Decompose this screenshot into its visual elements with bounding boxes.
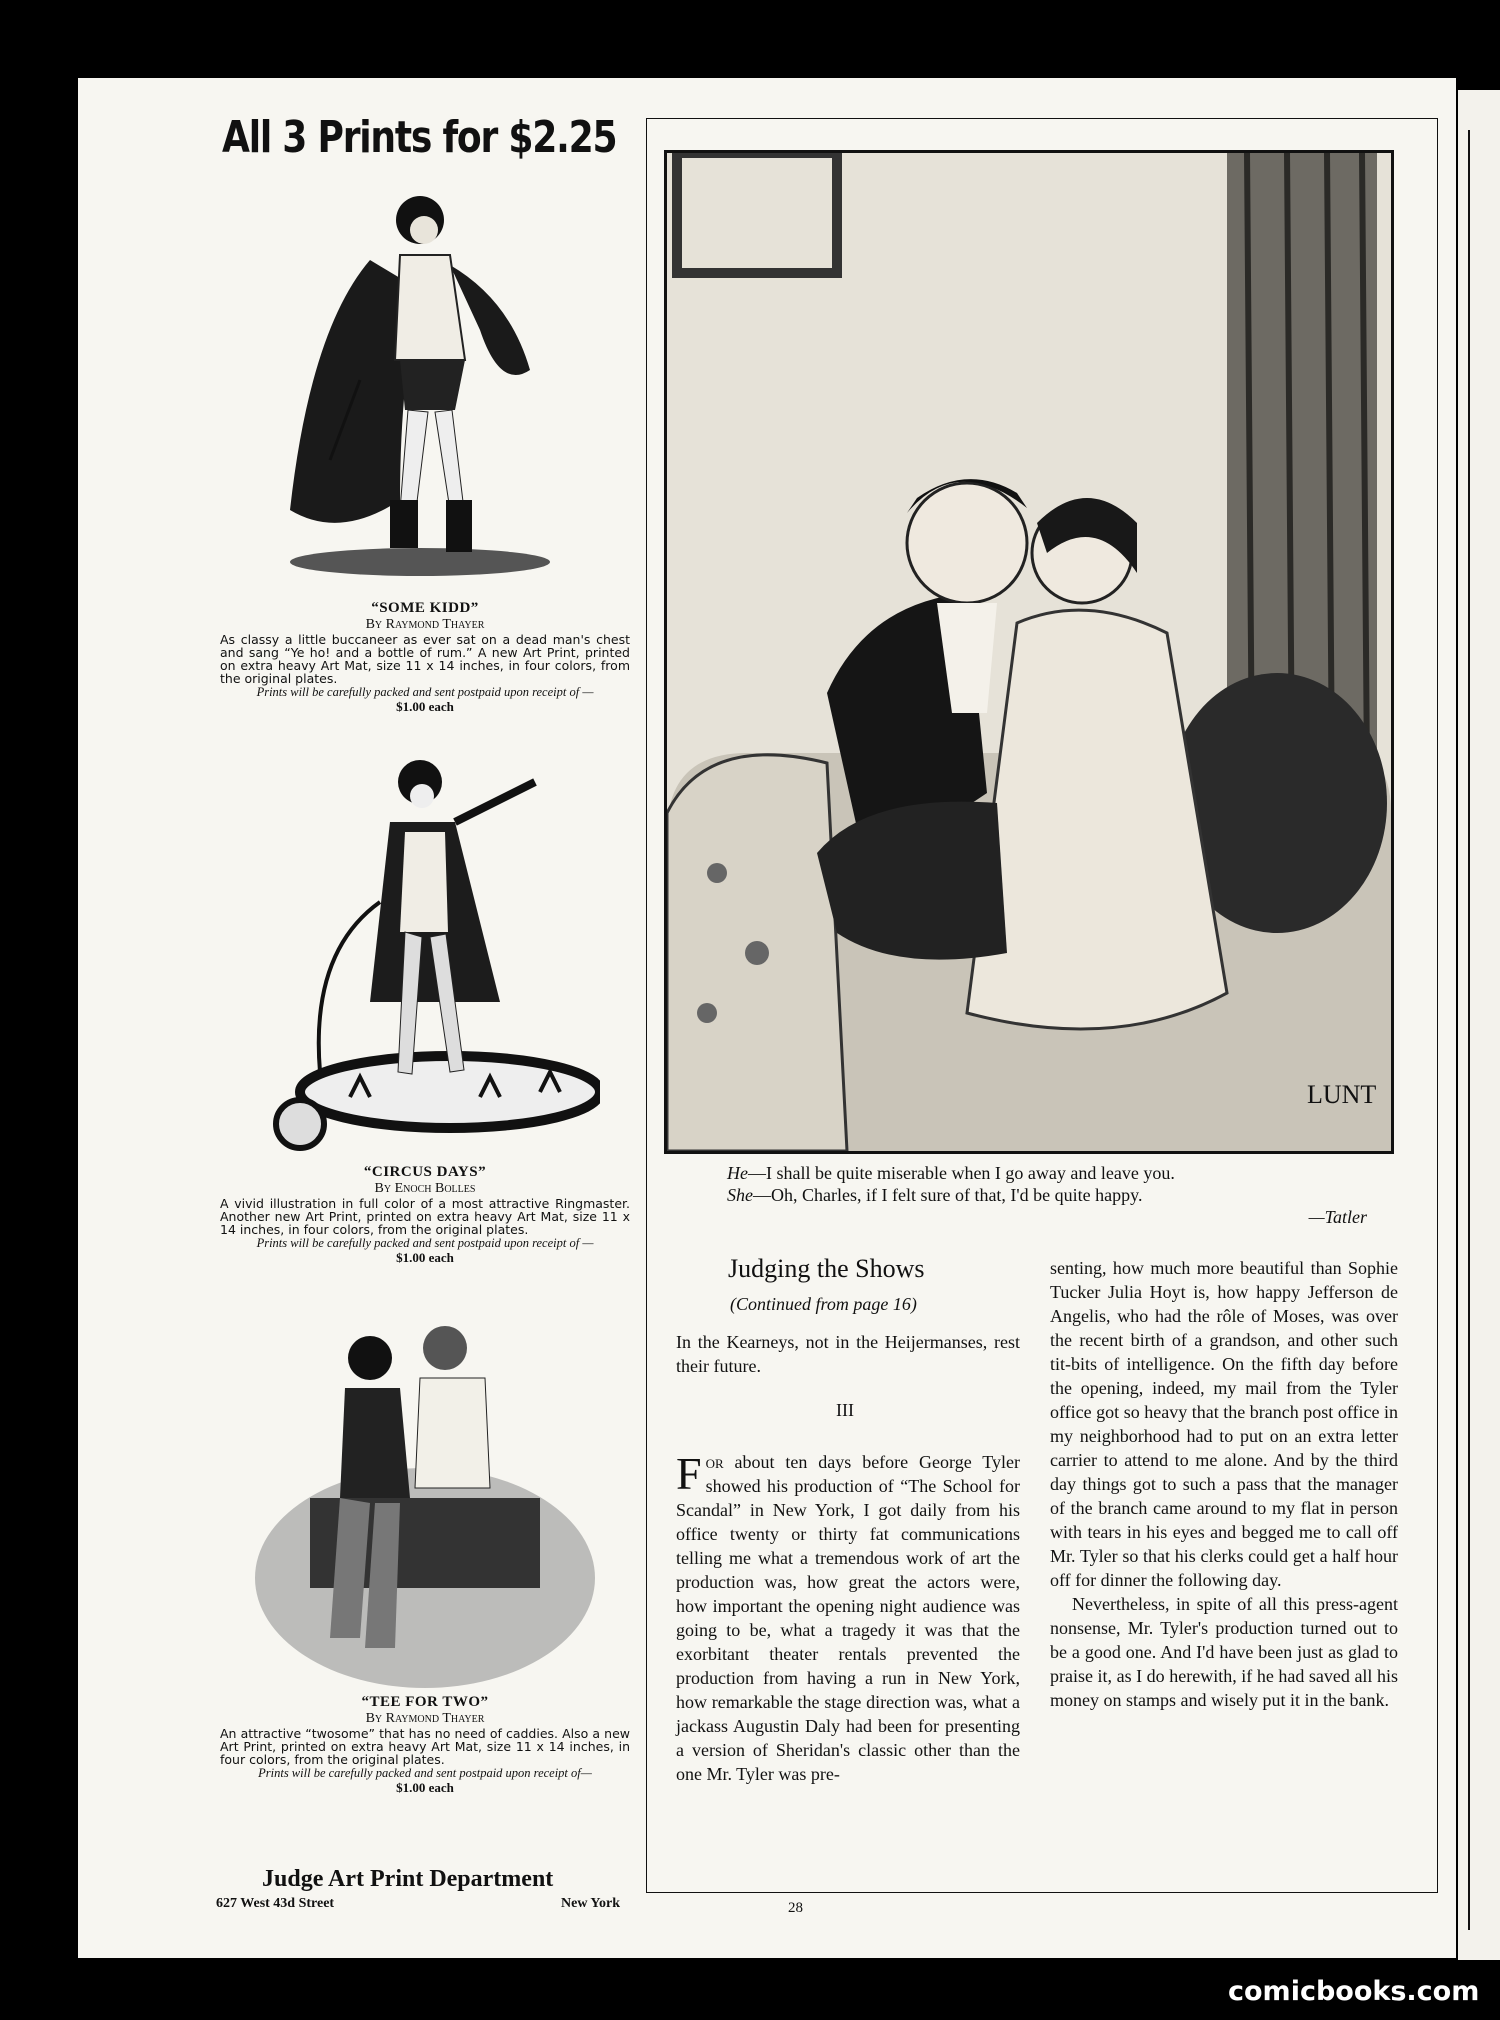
cartoon-illustration [664,150,1394,1154]
caption-line-he [727,1162,1367,1184]
caption-source: —Tatler [1308,1207,1367,1227]
print-3-author: By Raymond Thayer [365,1711,485,1726]
caption-he-speaker: He [727,1163,748,1183]
article-paragraph-3: Nevertheless, in spite of all this press-agent nonsense, Mr. Tyler's production turned out to be a good one. And I'd have been just as glad to praise it, as I do herewith, if he had saved all his money on stamps and wisely put it in the bank. [1050,1594,1398,1710]
print-1-description: As classy a little buccaneer as ever sat on a dead man's chest and sang “Ye ho! and a bottle of rum.” A new Art Print, printed on extra heavy Art Mat, size 11 x 14 inches, in four colors, from the original plates. [220,632,630,686]
print-1-title: “SOME KIDD” [371,600,479,616]
print-1-price: $1.00 each [396,699,454,714]
print-3-shipping: Prints will be carefully packed and sent postpaid upon receipt of— [258,1766,592,1780]
print-2-title: “CIRCUS DAYS” [363,1164,487,1180]
caption-he-text: —I shall be quite miserable when I go away and leave you. [748,1163,1175,1183]
article-paragraph-2: senting, how much more beautiful than Sophie Tucker Julia Hoyt is, how happy Jefferson de Angelis, who had the rôle of Moses, was over the recent birth of a grandson, and other such tit-bits of intelligence. On the fifth day before the opening, indeed, my mail from the Tyler office got so heavy that the branch post office in my neighborhood had to put on an extra letter carrier to attend to me alone. And by the third day things got to such a pass that the manager of the branch came around to my flat in person with tears in his eyes and begged me to call off Mr. Tyler so that his clerks could get a half hour off for dinner the following day. [1050,1258,1398,1590]
article-column-2 [1050,1256,1398,1712]
print-1-text [220,600,630,715]
print-2-price: $1.00 each [396,1250,454,1265]
page-number: 28 [788,1900,803,1916]
article-paragraph-1: about ten days before George Tyler showed his production of “The School for Scandal” in New York, I got daily from his office twenty or thirty fat communications telling me what a tremendous work of art the production was, how great the actors were, how important the opening night audience was going to be, what a tragedy it was that the exorbitant theater rentals prevented the production from having a run in New York, how remarkable the stage direction was, what a jackass Augustin Daly had been for presenting a version of Sheridan's classic other than the one Mr. Tyler was pre- [676,1452,1020,1784]
article-section-number: III [836,1400,854,1420]
circus-days-illustration [250,752,600,1164]
department-name: Judge Art Print Department [262,1866,554,1892]
article-opening-smallcaps: or [705,1452,724,1472]
caption-she-text: —Oh, Charles, if I felt sure of that, I'd be quite happy. [753,1185,1143,1205]
ad-headline: All 3 Prints for $2.25 [222,112,617,163]
department-address-line [216,1896,620,1912]
print-2-description: A vivid illustration in full color of a most attractive Ringmaster. Another new Art Print, printed on extra heavy Art Mat, size 11 x 14 inches, in four colors, from the original plates. [220,1196,630,1237]
print-2-author: By Enoch Bolles [374,1181,476,1196]
article-title: Judging the Shows [728,1254,925,1283]
some-kidd-illustration [250,180,600,580]
print-3-price: $1.00 each [396,1780,454,1795]
print-3-description: An attractive “twosome” that has no need of caddies. Also a new Art Print, printed on extra heavy Art Mat, size 11 x 14 inches, in four colors, from the original plates. [220,1726,630,1767]
article-column-1 [676,1450,1020,1786]
print-1-author: By Raymond Thayer [365,617,485,632]
print-1-shipping: Prints will be carefully packed and sent postpaid upon receipt of — [256,685,594,699]
tee-for-two-illustration [250,1318,600,1690]
caption-line-she [727,1184,1367,1206]
print-2-shipping: Prints will be carefully packed and sent postpaid upon receipt of — [256,1236,594,1250]
print-2-text [220,1164,630,1266]
article-dropcap: F [676,1448,702,1499]
article-lead: In the Kearneys, not in the Heijermanses, rest their future. [676,1332,1020,1376]
print-3-text [220,1694,630,1796]
cartoon-caption [727,1162,1367,1228]
print-3-title: “TEE FOR TWO” [361,1694,489,1710]
artist-signature: LUNT [1307,1080,1377,1109]
caption-she-speaker: She [727,1185,753,1205]
watermark: comicbooks.com [1228,1976,1480,2007]
adjacent-page-edge [1458,90,1500,1960]
department-street: 627 West 43d Street [216,1896,335,1911]
department-city: New York [561,1896,620,1911]
article-continued-note: (Continued from page 16) [730,1294,917,1314]
